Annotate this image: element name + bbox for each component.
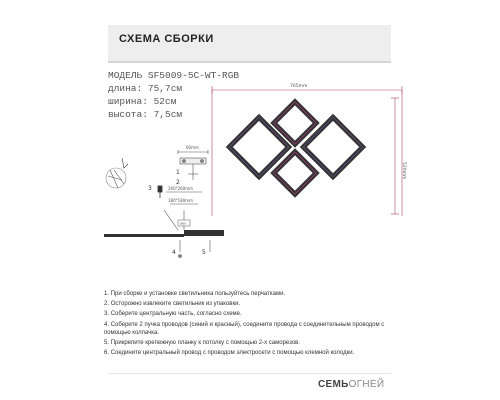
spec-length: длина: 75,7см <box>108 83 183 94</box>
instruction-list <box>104 290 404 359</box>
instruction-item: 6. Соедините центральный провод с проводом электросети с помощью клемной колодки. <box>104 350 355 357</box>
top-view-drawing <box>200 78 410 222</box>
spec-model: МОДЕЛЬ SF5009-5C-WT-RGB <box>108 70 240 81</box>
mounting-diagram <box>98 140 228 265</box>
brand-logo: СЕМЬОГНЕЙ <box>318 379 385 390</box>
page-title: СХЕМА СБОРКИ <box>119 33 214 45</box>
spec-width: ширина: 52см <box>108 96 177 107</box>
instruction-item: 2. Осторожно извлеките светильник из упаковки. <box>104 301 241 308</box>
screw-icon <box>158 186 162 198</box>
dim-height-label: 520mm <box>401 162 406 180</box>
dim-width-label: 765mm <box>290 84 308 89</box>
step-5-label: 5 <box>202 249 206 256</box>
header-bar <box>108 25 391 63</box>
dim-50-label: Ø80 <box>180 221 187 226</box>
step-4-label: 4 <box>172 249 176 256</box>
bracket-parts <box>178 150 208 180</box>
diamond-frames <box>229 102 362 194</box>
side-profile <box>104 210 224 237</box>
instruction-item: 4. Соберите 2 пучка проводов (синий и красный), соедините провода с соединительным проводом с помощью колпачка. <box>104 321 385 336</box>
dim-180-label: 180*180mm <box>168 198 194 203</box>
wire-bundle <box>106 158 128 188</box>
step-2-label: 2 <box>176 179 180 186</box>
footer-divider <box>108 373 391 374</box>
step-1-label: 1 <box>176 169 180 176</box>
instruction-item: 5. Прикрепите крепежную планку к потолку с помощью 2-х саморезов. <box>104 340 300 347</box>
instruction-item: 3. Соберите центральную часть, согласно схеме. <box>104 311 242 318</box>
instruction-item: 1. При сборке и установке светильника пользуйтесь перчатками. <box>104 291 286 297</box>
spec-height: высота: 7,5см <box>108 109 183 120</box>
step-3-label: 3 <box>148 185 152 192</box>
dim-260-label: 260*260mm <box>168 186 194 191</box>
dim-60-label: 60mm <box>186 145 199 150</box>
